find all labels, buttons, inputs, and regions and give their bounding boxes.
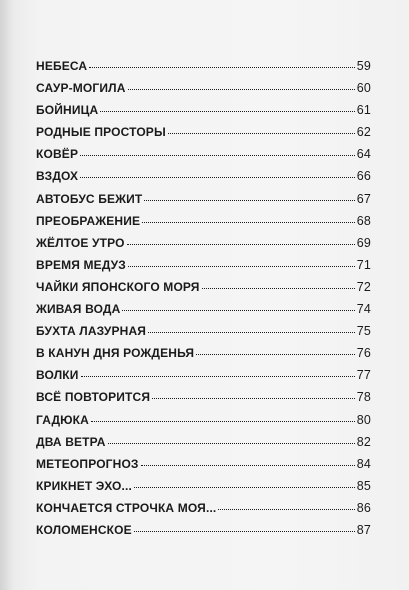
- toc-entry-page: 76: [356, 346, 371, 361]
- toc-entry-page: 68: [356, 213, 371, 228]
- toc-entry-page: 62: [356, 125, 371, 140]
- dot-leader: [91, 421, 355, 422]
- dot-leader: [108, 443, 355, 444]
- dot-leader: [168, 133, 355, 134]
- dot-leader: [218, 509, 354, 510]
- toc-entry-page: 86: [356, 500, 371, 515]
- toc-entry-title: КОВЁР: [36, 147, 79, 162]
- toc-entry: [36, 214, 371, 236]
- toc-entry-page: 67: [356, 191, 371, 206]
- toc-entry: [36, 236, 371, 258]
- toc-entry-title: ПРЕОБРАЖЕНИЕ: [36, 213, 141, 228]
- toc-entry: [36, 59, 371, 81]
- toc-entry-title: ВЗДОХ: [36, 169, 79, 184]
- toc-entry-title: САУР-МОГИЛА: [36, 81, 126, 96]
- toc-entry-title: ГАДЮКА: [36, 412, 89, 427]
- toc-entry: [36, 501, 371, 523]
- toc-entry: [36, 81, 371, 103]
- dot-leader: [202, 288, 355, 289]
- toc-entry-page: 72: [356, 279, 371, 294]
- toc-entry: [36, 479, 371, 501]
- toc-entry-page: 66: [356, 169, 371, 184]
- toc-entry-title: ЖЁЛТОЕ УТРО: [36, 235, 125, 250]
- dot-leader: [80, 177, 355, 178]
- toc-entry-page: 74: [356, 302, 371, 317]
- toc-entry-title: ДВА ВЕТРА: [36, 434, 106, 449]
- dot-leader: [134, 531, 355, 532]
- toc-entry-title: БОЙНИЦА: [36, 103, 99, 118]
- toc-entry-page: 82: [356, 434, 371, 449]
- dot-leader: [127, 244, 355, 245]
- toc-entry: [36, 169, 371, 191]
- dot-leader: [122, 310, 354, 311]
- dot-leader: [81, 376, 355, 377]
- toc-entry-title: ЧАЙКИ ЯПОНСКОГО МОРЯ: [36, 279, 200, 294]
- toc-entry-title: КОНЧАЕТСЯ СТРОЧКА МОЯ...: [36, 500, 217, 515]
- toc-entry-page: 64: [356, 147, 371, 162]
- toc-entry-title: БУХТА ЛАЗУРНАЯ: [36, 324, 147, 339]
- toc-entry-title: ЖИВАЯ ВОДА: [36, 302, 121, 317]
- toc-entry-title: РОДНЫЕ ПРОСТОРЫ: [36, 125, 166, 140]
- toc-entry-title: АВТОБУС БЕЖИТ: [36, 191, 143, 206]
- toc-entry-page: 59: [356, 59, 371, 73]
- dot-leader: [148, 332, 355, 333]
- toc-entry-page: 78: [356, 390, 371, 405]
- toc-entry-page: 71: [356, 257, 371, 272]
- dot-leader: [152, 398, 355, 399]
- toc-entry-page: 69: [356, 235, 371, 250]
- toc-entry-page: 61: [356, 103, 371, 118]
- toc-entry-page: 84: [356, 456, 371, 471]
- toc-entry-page: 87: [356, 522, 371, 537]
- toc-entry-title: ВОЛКИ: [36, 368, 79, 383]
- toc-entry: [36, 368, 371, 390]
- toc-entry: [36, 280, 371, 302]
- toc-entry: [36, 258, 371, 280]
- toc-entry: [36, 192, 371, 214]
- dot-leader: [134, 487, 355, 488]
- dot-leader: [128, 89, 355, 90]
- toc-entry-page: 75: [356, 324, 371, 339]
- toc-entry: [36, 346, 371, 368]
- toc-entry-title: НЕБЕСА: [36, 59, 88, 73]
- dot-leader: [144, 200, 354, 201]
- toc-entry-title: ВРЕМЯ МЕДУЗ: [36, 257, 126, 272]
- toc-entry-title: КОЛОМЕНСКОЕ: [36, 522, 132, 537]
- toc-entry: [36, 302, 371, 324]
- dot-leader: [100, 111, 354, 112]
- toc-entry: [36, 413, 371, 435]
- toc-entry: [36, 523, 371, 545]
- toc-entry: [36, 457, 371, 479]
- dot-leader: [196, 354, 355, 355]
- dot-leader: [142, 222, 355, 223]
- toc-entry-title: ВСЁ ПОВТОРИТСЯ: [36, 390, 151, 405]
- dot-leader: [89, 67, 355, 68]
- toc-entry-title: КРИКНЕТ ЭХО...: [36, 478, 132, 493]
- toc-entry-title: В КАНУН ДНЯ РОЖДЕНЬЯ: [36, 346, 195, 361]
- toc-entry-page: 60: [356, 81, 371, 96]
- toc-entry: [36, 390, 371, 412]
- dot-leader: [141, 465, 355, 466]
- dot-leader: [128, 266, 355, 267]
- toc-entry-title: МЕТЕОПРОГНОЗ: [36, 456, 139, 471]
- toc-entry: [36, 125, 371, 147]
- toc-entry: [36, 324, 371, 346]
- toc-entry: [36, 435, 371, 457]
- dot-leader: [80, 155, 355, 156]
- toc-entry-page: 85: [356, 478, 371, 493]
- toc-entry-page: 80: [356, 412, 371, 427]
- toc-entry: [36, 147, 371, 169]
- toc-entry: [36, 103, 371, 125]
- table-of-contents: [36, 59, 371, 545]
- toc-entry-page: 77: [356, 368, 371, 383]
